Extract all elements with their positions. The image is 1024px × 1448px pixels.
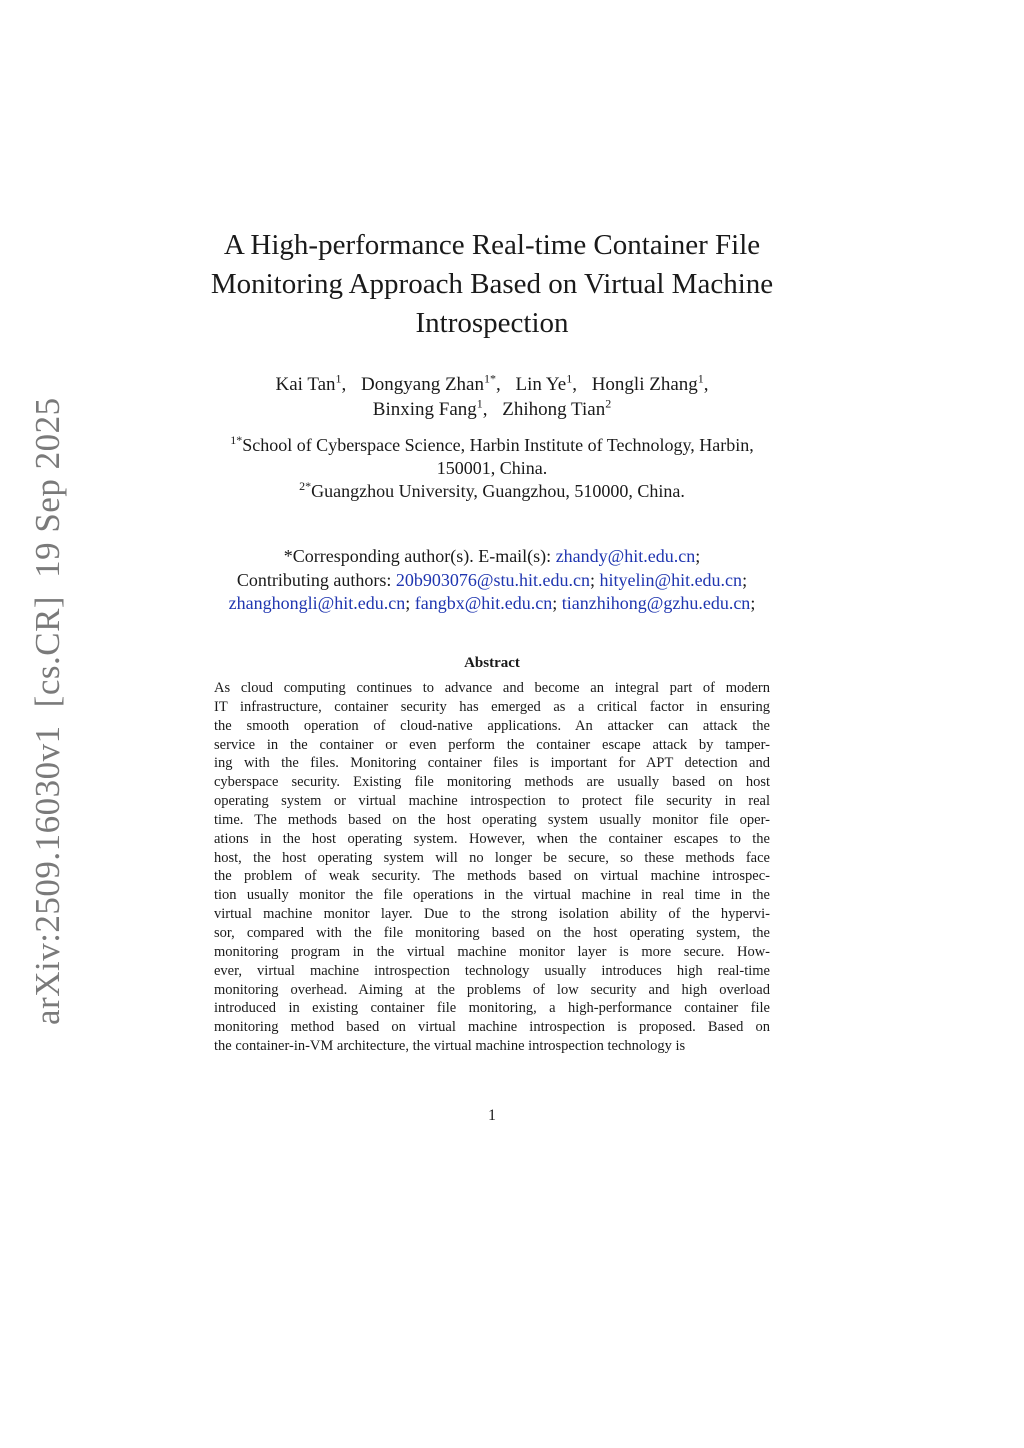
page-number: 1 — [488, 1107, 496, 1124]
contributing-authors-line: Contributing authors: 20b903076@stu.hit.edu.cn; hityelin@hit.edu.cn; — [236, 569, 748, 590]
abstract-heading: Abstract — [464, 655, 520, 671]
email-link[interactable]: tianzhihong@gzhu.edu.cn — [561, 593, 751, 613]
author: Hongli Zhang$^1$, — [591, 371, 709, 395]
author-line-1 — [150, 372, 834, 397]
author: Zhihong Tian$^2$ — [502, 396, 612, 420]
arxiv-date: 19 Sep 2025 — [28, 397, 67, 578]
abstract-line: the problem of weak security. The methods based on virtual machine introspec- — [214, 868, 770, 885]
abstract-line: monitoring overhead. Aiming at the problems of low security and high overload — [214, 981, 770, 998]
title-line: Monitoring Approach Based on Virtual Machine — [210, 268, 774, 300]
abstract-line: sor, compared with the file monitoring based on the host operating system, the — [214, 924, 770, 941]
affiliation-2: $^{2*}$Guangzhou University, Guangzhou, 510000, China. — [299, 479, 685, 501]
email-link[interactable]: hityelin@hit.edu.cn — [599, 569, 743, 590]
abstract-line: tion usually monitor the file operations in the virtual machine in real time in the — [214, 887, 770, 904]
abstract-line: host, the host operating system will no longer be secure, so these methods face — [214, 849, 770, 866]
contact-block — [150, 545, 834, 616]
affiliation-1-cont: 150001, China. — [436, 458, 548, 478]
title-line: Introspection — [415, 307, 569, 339]
abstract-line: virtual machine monitor layer. Due to the strong isolation ability of the hypervi- — [214, 906, 770, 923]
abstract-body — [214, 679, 770, 1056]
abstract-line: monitoring program in the virtual machine monitor layer is more secure. How- — [214, 943, 770, 960]
abstract-line: service in the container or even perform the container escape attack by tamper- — [214, 736, 770, 753]
paper-title — [150, 226, 834, 343]
arxiv-id: arXiv:2509.16030v1 — [28, 725, 67, 1025]
contributing-authors-line-2: zhanghongli@hit.edu.cn; fangbx@hit.edu.cn; tianzhihong@gzhu.edu.cn; — [228, 593, 756, 613]
abstract-line: ever, virtual machine introspection technology usually introduces high real-time — [214, 962, 770, 979]
title-line: A High-performance Real-time Container File — [223, 229, 761, 261]
abstract-line: ations in the host operating system. However, when the container escapes to the — [214, 830, 770, 847]
affiliations — [150, 434, 834, 503]
abstract-line: the container-in-VM architecture, the virtual machine introspection technology is — [214, 1038, 686, 1055]
email-link[interactable]: zhandy@hit.edu.cn — [555, 546, 696, 566]
abstract-line: monitoring method based on virtual machine introspection is proposed. Based on — [214, 1019, 770, 1036]
affiliation-1: $^{1*}$School of Cyberspace Science, Harbin Institute of Technology, Harbin, — [230, 433, 754, 455]
author-list — [150, 372, 834, 422]
email-link[interactable]: zhanghongli@hit.edu.cn — [228, 593, 406, 613]
abstract-line: ing with the files. Monitoring container files is important for APT detection and — [214, 755, 770, 772]
abstract-line: the smooth operation of cloud-native applications. An attacker can attack the — [214, 717, 770, 734]
author: Binxing Fang$^1$, — [372, 396, 488, 420]
email-link[interactable]: 20b903076@stu.hit.edu.cn — [395, 569, 590, 590]
email-link[interactable]: fangbx@hit.edu.cn — [414, 593, 553, 613]
abstract-line: operating system or virtual machine introspection to protect file security in real — [214, 793, 770, 810]
author-line-2 — [150, 397, 834, 422]
author: Kai Tan$^1$, — [275, 371, 347, 395]
abstract-line: time. The methods based on the host operating system usually monitor file oper- — [214, 811, 770, 828]
abstract-line: introduced in existing container file monitoring, a high-performance container file — [214, 1000, 770, 1017]
author: Dongyang Zhan$^{1*}$, — [361, 371, 501, 395]
corresponding-author-line: *Corresponding author(s). E-mail(s): zhandy@hit.edu.cn; — [283, 546, 701, 566]
arxiv-sidebar-stamp — [26, 397, 70, 1025]
abstract-line: cyberspace security. Existing file monitoring methods are usually based on host — [214, 774, 770, 791]
author: Lin Ye$^1$, — [515, 371, 577, 395]
abstract-line: As cloud computing continues to advance and become an integral part of modern — [214, 680, 770, 696]
abstract-line: IT infrastructure, container security has emerged as a critical factor in ensuring — [214, 698, 770, 715]
arxiv-category: [cs.CR] — [28, 595, 67, 708]
